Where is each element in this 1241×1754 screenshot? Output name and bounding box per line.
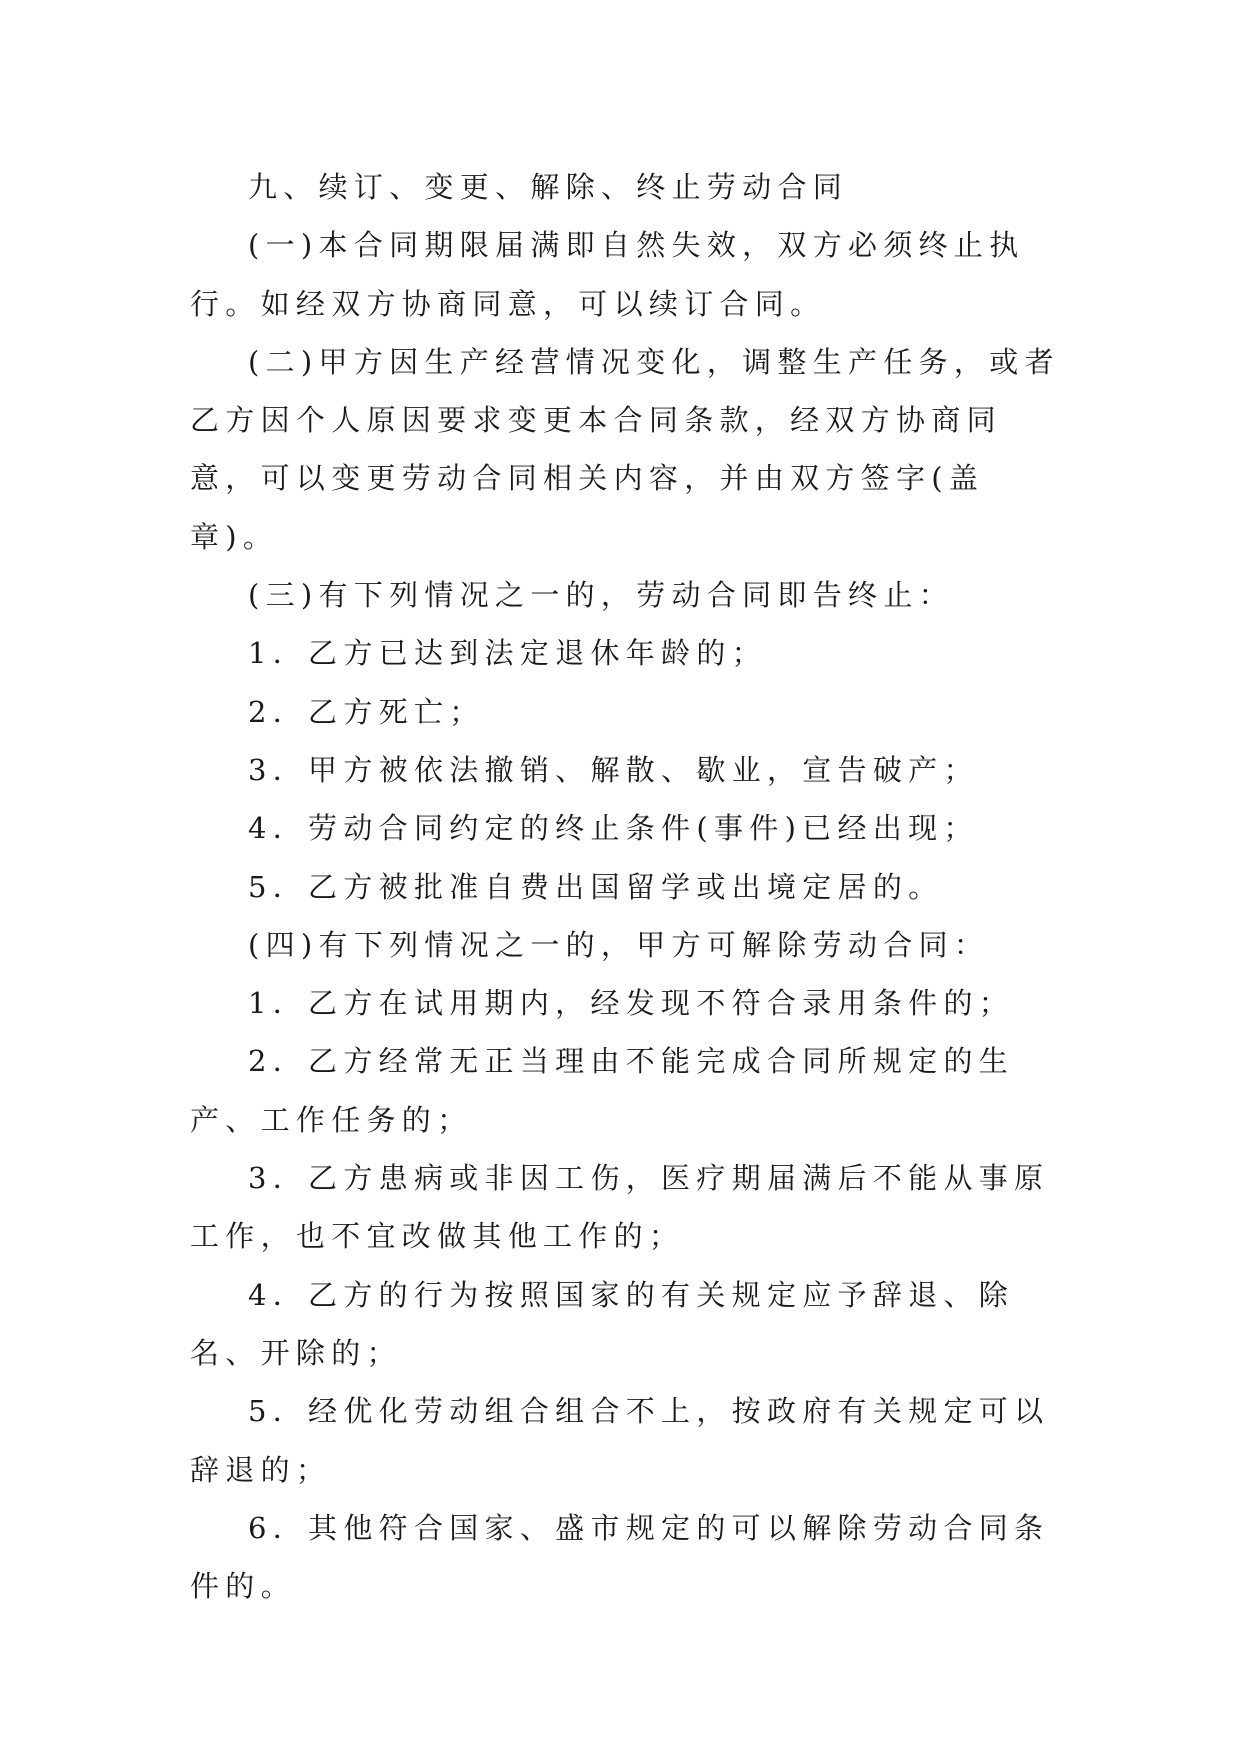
list-item: 5．经优化劳动组合组合不上，按政府有关规定可以辞退的； — [190, 1394, 1050, 1487]
paragraph-2: (二)甲方因生产经营情况变化，调整生产任务，或者乙方因个人原因要求变更本合同条款，经双方协商同意，可以变更劳动合同相关内容，并由双方签字(盖章)。 — [190, 344, 1060, 554]
paragraph-3: (三)有下列情况之一的，劳动合同即告终止： — [248, 578, 954, 613]
list-item: 5．乙方被批准自费出国留学或出境定居的。 — [248, 869, 944, 904]
list-item: 2．乙方经常无正当理由不能完成合同所规定的生产、工作任务的； — [190, 1044, 1015, 1137]
list-item: 1．乙方在试用期内，经发现不符合录用条件的； — [248, 986, 1015, 1021]
list-item: 1．乙方已达到法定退休年龄的； — [248, 636, 767, 671]
list-item: 4．劳动合同约定的终止条件(事件)已经出现； — [248, 811, 979, 846]
list-item: 4．乙方的行为按照国家的有关规定应予辞退、除名、开除的； — [190, 1277, 1015, 1370]
document-body — [190, 158, 1070, 1615]
list-item: 3．乙方患病或非因工伤，医疗期届满后不能从事原工作，也不宜改做其他工作的； — [190, 1161, 1050, 1254]
paragraph-4: (四)有下列情况之一的，甲方可解除劳动合同： — [248, 927, 990, 962]
section-heading: 九、续订、变更、解除、终止劳动合同 — [248, 170, 849, 204]
list-item: 6．其他符合国家、盛市规定的可以解除劳动合同条件的。 — [190, 1510, 1050, 1604]
list-item: 2．乙方死亡； — [248, 694, 485, 729]
paragraph-1: (一)本合同期限届满即自然失效，双方必须终止执行。如经双方协商同意，可以续订合同。 — [190, 228, 1025, 321]
list-item: 3．甲方被依法撤销、解散、歇业，宣告破产； — [248, 752, 979, 787]
